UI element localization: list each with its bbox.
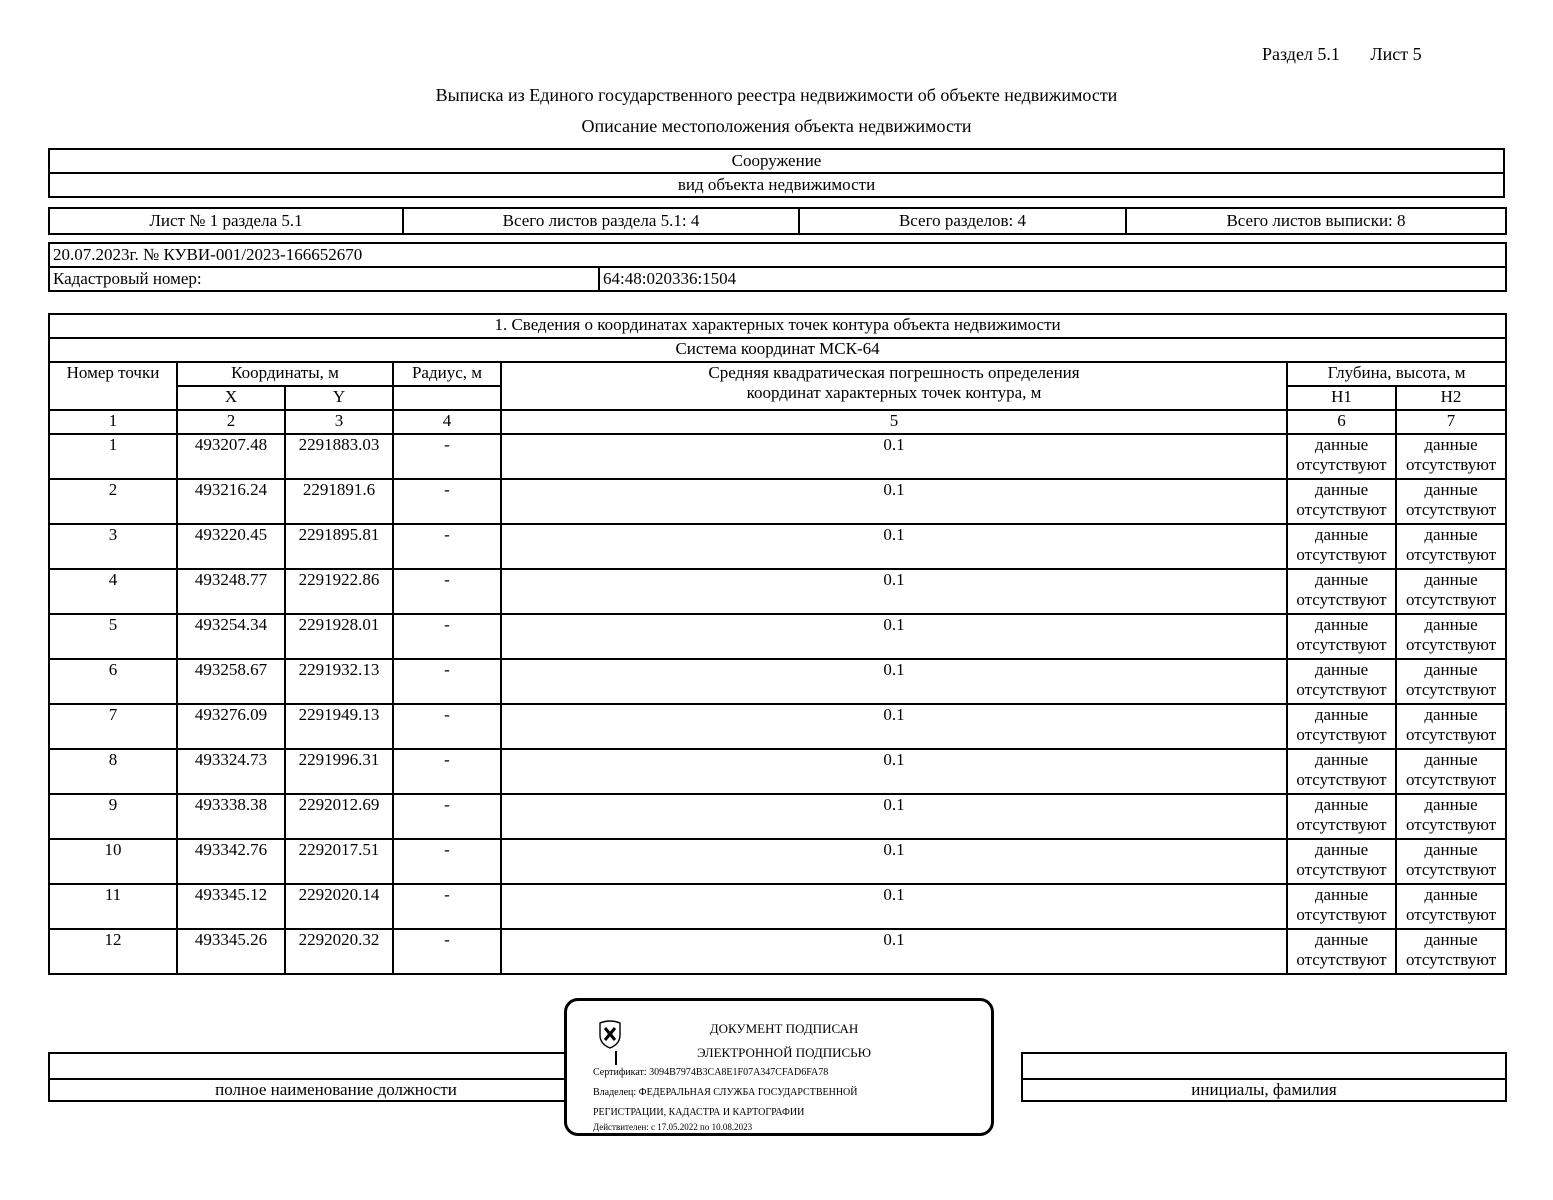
sheet-of-section: Лист № 1 раздела 5.1 — [49, 208, 403, 234]
coord-y: 2292020.14 — [285, 884, 393, 929]
coord-x: 493345.26 — [177, 929, 285, 974]
depth-h1 — [1287, 884, 1396, 929]
header-radius-blank — [393, 386, 501, 410]
coord-x: 493258.67 — [177, 659, 285, 704]
radius: - — [393, 614, 501, 659]
position-caption: полное наименование должности — [49, 1079, 623, 1101]
depth-h2-line1: данные — [1424, 525, 1478, 544]
section-label: Раздел 5.1 — [1262, 44, 1340, 64]
depth-h2-line2: отсутствуют — [1405, 680, 1497, 699]
point-number: 12 — [49, 929, 177, 974]
mean-error: 0.1 — [501, 704, 1287, 749]
coord-x: 493254.34 — [177, 614, 285, 659]
col-number: 1 — [49, 410, 177, 434]
depth-h1 — [1287, 479, 1396, 524]
depth-h2-line2: отсутствуют — [1405, 500, 1497, 519]
table-row — [49, 839, 1506, 884]
stamp-owner-line2: РЕГИСТРАЦИИ, КАДАСТРА И КАРТОГРАФИИ — [593, 1107, 805, 1118]
depth-h2-line2: отсутствуют — [1405, 635, 1497, 654]
depth-h2 — [1396, 659, 1506, 704]
depth-h2-line2: отсутствуют — [1405, 950, 1497, 969]
point-number: 4 — [49, 569, 177, 614]
mean-error: 0.1 — [501, 614, 1287, 659]
col-number: 2 — [177, 410, 285, 434]
depth-h1 — [1287, 839, 1396, 884]
header-y: Y — [285, 386, 393, 410]
table-row — [49, 929, 1506, 974]
depth-h1 — [1287, 929, 1396, 974]
depth-h2-line1: данные — [1424, 795, 1478, 814]
header-depth: Глубина, высота, м — [1287, 362, 1506, 386]
depth-h1-line2: отсутствуют — [1296, 635, 1387, 654]
coord-x: 493220.45 — [177, 524, 285, 569]
stamp-certificate: Сертификат: 3094B7974B3CA8E1F07A347CFAD6FA78 — [593, 1067, 829, 1078]
header-h1: H1 — [1287, 386, 1396, 410]
cadastral-number: 64:48:020336:1504 — [599, 267, 1506, 291]
coord-y: 2291883.03 — [285, 434, 393, 479]
radius: - — [393, 839, 501, 884]
coord-y: 2291932.13 — [285, 659, 393, 704]
table-row — [49, 614, 1506, 659]
depth-h1-line2: отсутствуют — [1296, 545, 1387, 564]
depth-h2 — [1396, 794, 1506, 839]
depth-h2 — [1396, 749, 1506, 794]
depth-h2 — [1396, 479, 1506, 524]
coord-x: 493248.77 — [177, 569, 285, 614]
table-row — [49, 434, 1506, 479]
document-number: 20.07.2023г. № КУВИ-001/2023-166652670 — [49, 243, 1506, 267]
point-number: 1 — [49, 434, 177, 479]
depth-h1 — [1287, 614, 1396, 659]
stamp-owner-line1: Владелец: ФЕДЕРАЛЬНАЯ СЛУЖБА ГОСУДАРСТВЕННОЙ — [593, 1087, 858, 1098]
depth-h1-line1: данные — [1314, 435, 1369, 454]
position-field — [49, 1053, 623, 1079]
point-number: 10 — [49, 839, 177, 884]
table-row — [49, 749, 1506, 794]
point-number: 3 — [49, 524, 177, 569]
object-type: Сооружение — [49, 149, 1504, 173]
table-row — [49, 524, 1506, 569]
col-number: 5 — [501, 410, 1287, 434]
depth-h1 — [1287, 659, 1396, 704]
stamp-line1: ДОКУМЕНТ ПОДПИСАН — [709, 1021, 859, 1036]
coord-y: 2291928.01 — [285, 614, 393, 659]
depth-h2 — [1396, 614, 1506, 659]
coord-y: 2291891.6 — [285, 479, 393, 524]
coord-x: 493345.12 — [177, 884, 285, 929]
name-caption: инициалы, фамилия — [1022, 1079, 1506, 1101]
document-info-table — [48, 242, 1507, 292]
name-field — [1022, 1053, 1506, 1079]
coordinate-system: Система координат МСК-64 — [49, 338, 1506, 362]
mean-error: 0.1 — [501, 929, 1287, 974]
total-extract-sheets: Всего листов выписки: 8 — [1126, 208, 1506, 234]
depth-h1-line1: данные — [1314, 750, 1369, 769]
object-type-table — [48, 148, 1505, 198]
depth-h2-line1: данные — [1424, 705, 1478, 724]
depth-h1-line1: данные — [1314, 480, 1369, 499]
sheet-info-table — [48, 207, 1507, 235]
depth-h1 — [1287, 794, 1396, 839]
radius: - — [393, 434, 501, 479]
table-row — [49, 659, 1506, 704]
mean-error: 0.1 — [501, 794, 1287, 839]
radius: - — [393, 794, 501, 839]
depth-h1-line1: данные — [1314, 795, 1369, 814]
header-x: X — [177, 386, 285, 410]
coord-y: 2291949.13 — [285, 704, 393, 749]
mean-error: 0.1 — [501, 524, 1287, 569]
depth-h2 — [1396, 524, 1506, 569]
depth-h1 — [1287, 569, 1396, 614]
radius: - — [393, 884, 501, 929]
depth-h1-line1: данные — [1314, 615, 1369, 634]
col-number: 4 — [393, 410, 501, 434]
radius: - — [393, 569, 501, 614]
point-number: 2 — [49, 479, 177, 524]
col-number: 7 — [1396, 410, 1506, 434]
depth-h2-line2: отсутствуют — [1405, 725, 1497, 744]
header-error-line1: Средняя квадратическая погрешность определения — [708, 363, 1080, 382]
point-number: 9 — [49, 794, 177, 839]
radius: - — [393, 524, 501, 569]
coord-y: 2291996.31 — [285, 749, 393, 794]
point-number: 6 — [49, 659, 177, 704]
depth-h2-line2: отсутствуют — [1405, 815, 1497, 834]
sheet-label: Лист 5 — [1370, 44, 1422, 64]
header-h2: H2 — [1396, 386, 1506, 410]
depth-h1-line2: отсутствуют — [1296, 905, 1387, 924]
total-section-sheets: Всего листов раздела 5.1: 4 — [403, 208, 799, 234]
depth-h1-line2: отсутствуют — [1296, 500, 1387, 519]
radius: - — [393, 659, 501, 704]
header-point-number: Номер точки — [49, 362, 177, 410]
table-row — [49, 794, 1506, 839]
depth-h2-line2: отсутствуют — [1405, 455, 1497, 474]
depth-h2 — [1396, 884, 1506, 929]
depth-h1 — [1287, 749, 1396, 794]
table-title: 1. Сведения о координатах характерных точек контура объекта недвижимости — [49, 314, 1506, 338]
depth-h2-line1: данные — [1424, 480, 1478, 499]
table-row — [49, 884, 1506, 929]
point-number: 5 — [49, 614, 177, 659]
depth-h1-line2: отсутствуют — [1296, 860, 1387, 879]
mean-error: 0.1 — [501, 659, 1287, 704]
stamp-validity: Действителен: с 17.05.2022 по 10.08.2023 — [593, 1122, 753, 1132]
depth-h2-line2: отсутствуют — [1405, 770, 1497, 789]
coord-x: 493216.24 — [177, 479, 285, 524]
depth-h2-line1: данные — [1424, 885, 1478, 904]
point-number: 11 — [49, 884, 177, 929]
depth-h2-line2: отсутствуют — [1405, 545, 1497, 564]
depth-h2 — [1396, 434, 1506, 479]
depth-h1-line2: отсутствуют — [1296, 815, 1387, 834]
depth-h1-line2: отсутствуют — [1296, 590, 1387, 609]
depth-h1 — [1287, 524, 1396, 569]
coord-y: 2292017.51 — [285, 839, 393, 884]
mean-error: 0.1 — [501, 884, 1287, 929]
depth-h2-line1: данные — [1424, 435, 1478, 454]
col-number: 6 — [1287, 410, 1396, 434]
page-section-sheet — [1262, 44, 1422, 65]
mean-error: 0.1 — [501, 434, 1287, 479]
point-number: 8 — [49, 749, 177, 794]
electronic-signature-stamp — [564, 998, 994, 1136]
depth-h2-line1: данные — [1424, 750, 1478, 769]
depth-h1-line2: отсутствуют — [1296, 770, 1387, 789]
depth-h2-line1: данные — [1424, 930, 1478, 949]
depth-h2 — [1396, 839, 1506, 884]
coord-x: 493276.09 — [177, 704, 285, 749]
depth-h2-line2: отсутствуют — [1405, 905, 1497, 924]
depth-h1-line1: данные — [1314, 570, 1369, 589]
radius: - — [393, 929, 501, 974]
table-row — [49, 479, 1506, 524]
mean-error: 0.1 — [501, 839, 1287, 884]
header-error — [501, 362, 1287, 410]
coordinates-table — [48, 313, 1507, 975]
coord-x: 493207.48 — [177, 434, 285, 479]
radius: - — [393, 704, 501, 749]
document-title: Выписка из Единого государственного реестра недвижимости об объекте недвижимости — [435, 85, 1118, 105]
depth-h1-line2: отсутствуют — [1296, 455, 1387, 474]
depth-h2-line1: данные — [1424, 570, 1478, 589]
depth-h2 — [1396, 704, 1506, 749]
mean-error: 0.1 — [501, 569, 1287, 614]
radius: - — [393, 479, 501, 524]
coord-y: 2291895.81 — [285, 524, 393, 569]
point-number: 7 — [49, 704, 177, 749]
mean-error: 0.1 — [501, 749, 1287, 794]
table-row — [49, 704, 1506, 749]
depth-h2 — [1396, 569, 1506, 614]
mean-error: 0.1 — [501, 479, 1287, 524]
coord-y: 2292020.32 — [285, 929, 393, 974]
depth-h2 — [1396, 929, 1506, 974]
depth-h1 — [1287, 434, 1396, 479]
radius: - — [393, 749, 501, 794]
col-number: 3 — [285, 410, 393, 434]
depth-h2-line1: данные — [1424, 840, 1478, 859]
depth-h1-line2: отсутствуют — [1296, 680, 1387, 699]
depth-h1-line1: данные — [1314, 660, 1369, 679]
depth-h1-line1: данные — [1314, 885, 1369, 904]
coord-y: 2292012.69 — [285, 794, 393, 839]
depth-h2-line2: отсутствуют — [1405, 860, 1497, 879]
document-subtitle: Описание местоположения объекта недвижимости — [581, 116, 972, 136]
depth-h1-line1: данные — [1314, 930, 1369, 949]
depth-h1-line2: отсутствуют — [1296, 950, 1387, 969]
header-error-line2: координат характерных точек контура, м — [746, 383, 1042, 402]
depth-h2-line1: данные — [1424, 660, 1478, 679]
depth-h1-line2: отсутствуют — [1296, 725, 1387, 744]
coord-y: 2291922.86 — [285, 569, 393, 614]
table-row — [49, 569, 1506, 614]
depth-h2-line2: отсутствуют — [1405, 590, 1497, 609]
depth-h2-line1: данные — [1424, 615, 1478, 634]
coord-x: 493324.73 — [177, 749, 285, 794]
coord-x: 493342.76 — [177, 839, 285, 884]
stamp-line2: ЭЛЕКТРОННОЙ ПОДПИСЬЮ — [697, 1045, 871, 1060]
header-coordinates: Координаты, м — [177, 362, 393, 386]
cadastral-label: Кадастровый номер: — [49, 267, 599, 291]
header-radius: Радиус, м — [393, 362, 501, 386]
depth-h1 — [1287, 704, 1396, 749]
depth-h1-line1: данные — [1314, 840, 1369, 859]
depth-h1-line1: данные — [1314, 705, 1369, 724]
depth-h1-line1: данные — [1314, 525, 1369, 544]
total-sections: Всего разделов: 4 — [799, 208, 1126, 234]
coord-x: 493338.38 — [177, 794, 285, 839]
object-type-caption: вид объекта недвижимости — [49, 173, 1504, 197]
